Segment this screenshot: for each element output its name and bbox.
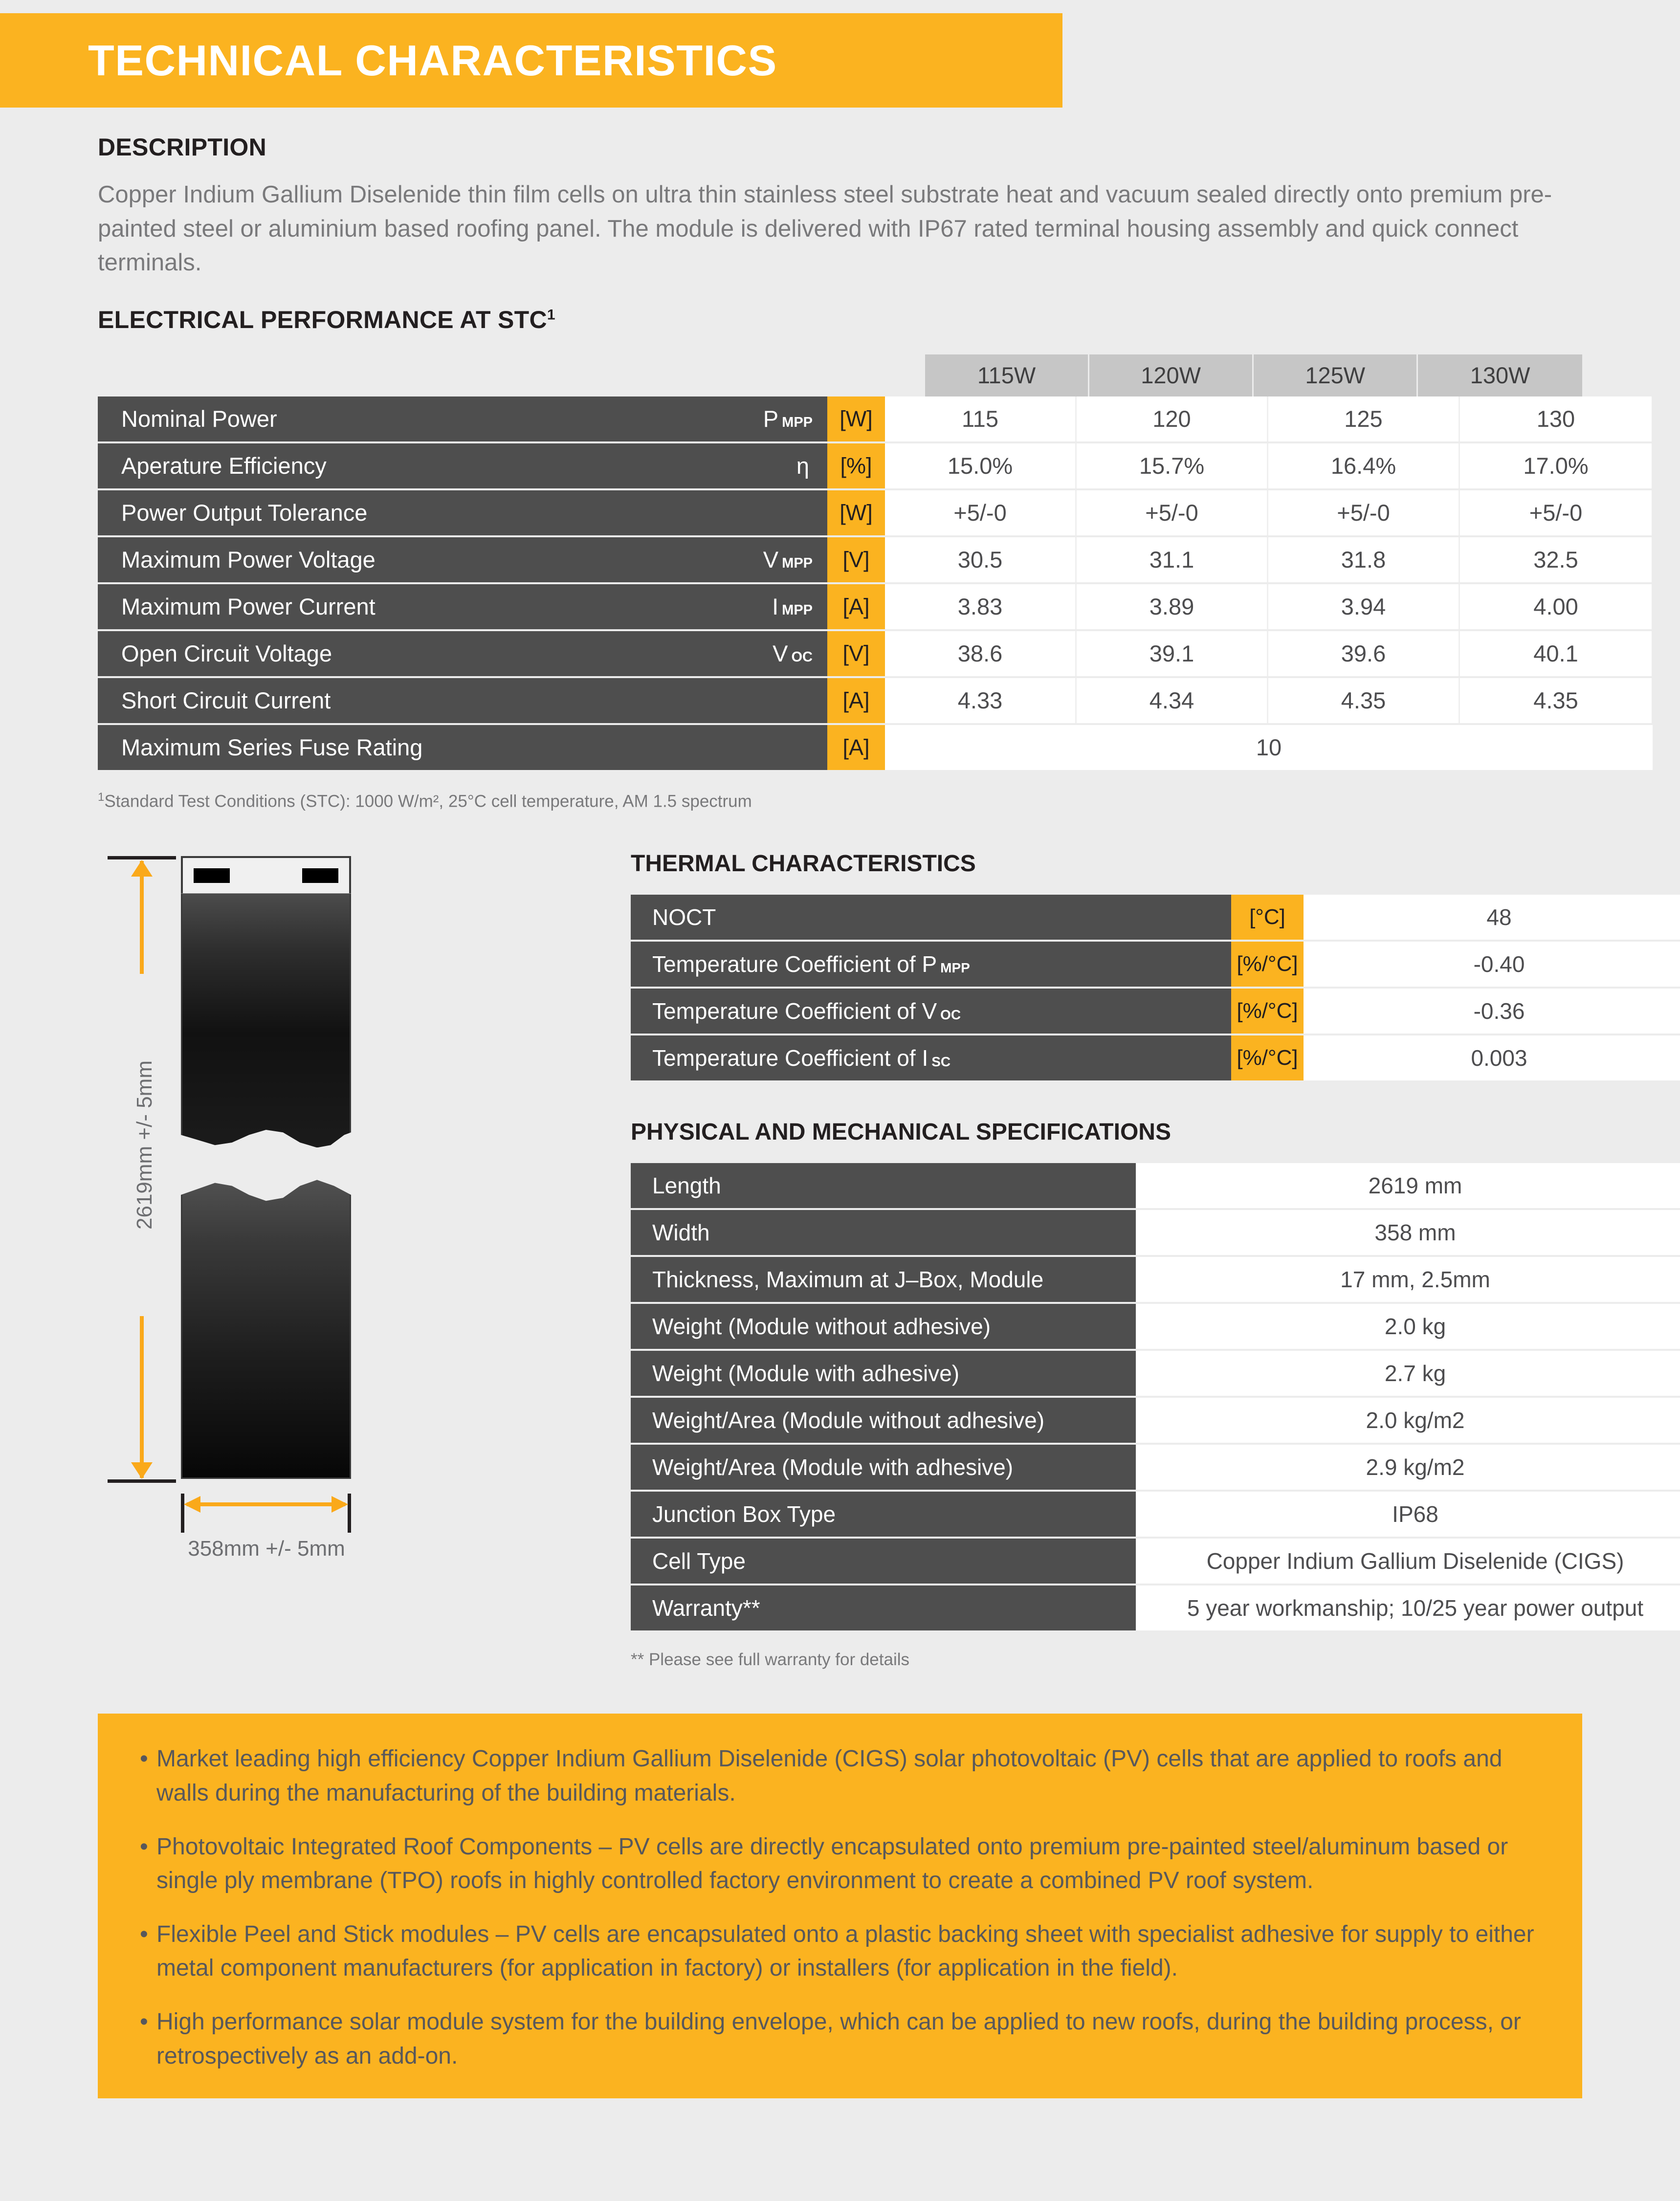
row-label-subscript: SC — [931, 1054, 951, 1070]
row-label: Maximum Power Current — [98, 584, 689, 629]
cell-value: 32.5 — [1460, 537, 1652, 582]
cell-value: 38.6 — [885, 631, 1077, 676]
table-row — [98, 584, 1582, 629]
column-header-130w: 130W — [1418, 354, 1582, 396]
solar-module-illustration — [181, 856, 351, 1479]
cell-value: 2619 mm — [1136, 1163, 1680, 1208]
list-item — [140, 1830, 1540, 1898]
list-item — [140, 2005, 1540, 2073]
footnote-marker: 1 — [98, 790, 105, 804]
row-label: Cell Type — [631, 1539, 1136, 1584]
module-surface-upper — [181, 893, 351, 1147]
table-row — [631, 1492, 1680, 1537]
row-label-text: Temperature Coefficient of P — [652, 951, 937, 977]
cell-value: +5/-0 — [1077, 490, 1268, 535]
electrical-heading-superscript: 1 — [547, 307, 555, 323]
row-label-subscript: OC — [940, 1007, 961, 1023]
cell-value: 5 year workmanship; 10/25 year power output — [1136, 1585, 1680, 1630]
row-label: Warranty** — [631, 1585, 1136, 1630]
cell-value: 17 mm, 2.5mm — [1136, 1257, 1680, 1302]
bullet-icon: • — [140, 2008, 148, 2035]
arrow-up-icon — [131, 860, 153, 877]
electrical-table — [98, 396, 1589, 770]
thermal-table — [631, 895, 1680, 1080]
row-symbol — [689, 443, 827, 488]
row-unit: [%] — [827, 443, 885, 488]
dimension-tick-right — [348, 1494, 351, 1533]
row-label: Aperature Efficiency — [98, 443, 689, 488]
cell-value: -0.40 — [1304, 942, 1680, 987]
symbol-base: P — [763, 406, 779, 432]
bullet-icon: • — [140, 1921, 148, 1947]
row-symbol — [689, 584, 827, 629]
electrical-heading-text: ELECTRICAL PERFORMANCE AT STC — [98, 306, 547, 333]
symbol-subscript: MPP — [782, 555, 813, 572]
cell-value: 3.83 — [885, 584, 1077, 629]
symbol-base: η — [796, 453, 809, 479]
cell-value: 40.1 — [1460, 631, 1652, 676]
row-label-text: NOCT — [652, 904, 716, 930]
list-item — [140, 1742, 1540, 1810]
row-label: Weight/Area (Module with adhesive) — [631, 1445, 1136, 1490]
list-item-text: Market leading high efficiency Copper Indium Gallium Diselenide (CIGS) solar photovoltaic (PV) cells that are applied to roofs and walls during the manufacturing of the building materials. — [156, 1746, 1503, 1806]
row-label — [631, 989, 1231, 1034]
width-dimension — [181, 1494, 351, 1561]
row-symbol — [689, 678, 827, 723]
table-row — [631, 1304, 1680, 1349]
cell-value: IP68 — [1136, 1492, 1680, 1537]
middle-section — [98, 850, 1644, 1670]
arrow-left-icon — [184, 1496, 200, 1513]
cell-value: 30.5 — [885, 537, 1077, 582]
table-row — [98, 678, 1582, 723]
symbol-base: V — [763, 547, 779, 573]
row-label — [631, 895, 1231, 940]
row-symbol — [689, 537, 827, 582]
cell-value: 15.0% — [885, 443, 1077, 488]
row-unit: [W] — [827, 490, 885, 535]
cell-value: 130 — [1460, 396, 1652, 441]
cell-value: 31.8 — [1268, 537, 1460, 582]
symbol-subscript: MPP — [782, 602, 813, 618]
footnote-text: Standard Test Conditions (STC): 1000 W/m², 25°C cell temperature, AM 1.5 spectrum — [104, 792, 752, 811]
list-item-text: Photovoltaic Integrated Roof Components – PV cells are directly encapsulated onto premium pre-painted steel/aluminum based or single ply membrane (TPO) roofs in highly controlled factory environment to create a combined PV roof system. — [156, 1833, 1508, 1894]
list-item-text: High performance solar module system for the building envelope, which can be applied to new roofs, during the building process, or retrospectively as an add-on. — [156, 2008, 1521, 2069]
column-header-120w: 120W — [1089, 354, 1254, 396]
row-label: Maximum Series Fuse Rating — [98, 725, 689, 770]
row-unit: [A] — [827, 678, 885, 723]
cell-value: 4.34 — [1077, 678, 1268, 723]
length-dimension-label: 2619mm +/- 5mm — [130, 974, 160, 1316]
symbol-subscript: MPP — [782, 415, 813, 431]
cell-value: 3.94 — [1268, 584, 1460, 629]
cell-value: 15.7% — [1077, 443, 1268, 488]
table-row — [631, 1539, 1680, 1584]
cell-value: 120 — [1077, 396, 1268, 441]
right-tables-column — [504, 850, 1680, 1670]
cell-value: 125 — [1268, 396, 1460, 441]
row-label: Short Circuit Current — [98, 678, 689, 723]
cell-value: 2.9 kg/m2 — [1136, 1445, 1680, 1490]
cell-value: 4.35 — [1460, 678, 1652, 723]
thermal-heading: THERMAL CHARACTERISTICS — [631, 851, 976, 877]
bullet-icon: • — [140, 1746, 148, 1772]
page-banner — [0, 13, 1062, 108]
row-label-text: Temperature Coefficient of I — [652, 1045, 928, 1071]
row-label: Weight (Module with adhesive) — [631, 1351, 1136, 1396]
junction-box-icon — [194, 868, 230, 883]
electrical-footnote — [98, 791, 1582, 812]
row-label — [631, 942, 1231, 987]
table-row — [631, 1210, 1680, 1255]
row-label: Thickness, Maximum at J–Box, Module — [631, 1257, 1136, 1302]
dimension-tick-bottom — [108, 1479, 176, 1483]
length-dimension — [108, 856, 176, 1483]
junction-box-strip — [181, 856, 351, 893]
row-label: Weight/Area (Module without adhesive) — [631, 1398, 1136, 1443]
row-unit: [W] — [827, 396, 885, 441]
row-unit: [V] — [827, 537, 885, 582]
table-row — [98, 490, 1582, 535]
table-row — [631, 1445, 1680, 1490]
cell-value: 2.0 kg — [1136, 1304, 1680, 1349]
cell-value: 2.7 kg — [1136, 1351, 1680, 1396]
table-row — [631, 989, 1680, 1034]
electrical-heading — [98, 306, 1582, 334]
dimension-line-horizontal — [187, 1502, 345, 1506]
cell-value: 115 — [885, 396, 1077, 441]
cell-value-merged: 10 — [885, 725, 1653, 770]
list-item-text: Flexible Peel and Stick modules – PV cells are encapsulated onto a plastic backing sheet with specialist adhesive for supply to either metal component manufacturers (for application in factory) or installers (for application in the field). — [156, 1921, 1534, 1981]
cell-value: 4.33 — [885, 678, 1077, 723]
row-symbol — [689, 396, 827, 441]
row-symbol — [689, 631, 827, 676]
arrow-right-icon — [332, 1496, 348, 1513]
module-diagram — [98, 850, 504, 1561]
mechanical-section — [631, 1119, 1680, 1670]
mechanical-table — [631, 1163, 1680, 1630]
description-body: Copper Indium Gallium Diselenide thin film cells on ultra thin stainless steel substrate heat and vacuum sealed directly onto premium pre-painted steel or aluminium based roofing panel. The module is delivered with IP67 rated terminal housing assembly and quick connect terminals. — [98, 181, 1552, 276]
cell-value: 358 mm — [1136, 1210, 1680, 1255]
cell-value: 3.89 — [1077, 584, 1268, 629]
dimension-tick-top — [108, 856, 176, 859]
row-symbol — [689, 725, 827, 770]
row-unit: [V] — [827, 631, 885, 676]
table-row — [631, 1035, 1680, 1080]
description-heading: DESCRIPTION — [98, 133, 266, 161]
row-label — [631, 1035, 1231, 1080]
cell-value: 16.4% — [1268, 443, 1460, 488]
row-unit: [%/°C] — [1231, 1035, 1304, 1080]
cell-value: 17.0% — [1460, 443, 1652, 488]
cell-value: 39.6 — [1268, 631, 1460, 676]
table-row — [631, 942, 1680, 987]
cell-value: 4.00 — [1460, 584, 1652, 629]
row-symbol — [689, 490, 827, 535]
cell-value: +5/-0 — [885, 490, 1077, 535]
symbol-base: I — [772, 594, 779, 620]
table-row-fuse — [98, 725, 1582, 770]
table-row — [98, 443, 1589, 488]
cell-value: 39.1 — [1077, 631, 1268, 676]
symbol-base: V — [773, 640, 788, 667]
row-label: Width — [631, 1210, 1136, 1255]
row-unit: [°C] — [1231, 895, 1304, 940]
bullet-icon: • — [140, 1833, 148, 1860]
list-item — [140, 1917, 1540, 1985]
column-header-125w: 125W — [1254, 354, 1418, 396]
row-unit: [A] — [827, 584, 885, 629]
table-row — [98, 396, 1582, 441]
cell-value: 48 — [1304, 895, 1680, 940]
cell-value: +5/-0 — [1460, 490, 1652, 535]
electrical-table-header — [925, 354, 1582, 396]
row-label: Junction Box Type — [631, 1492, 1136, 1537]
feature-bullets-panel — [98, 1714, 1582, 2098]
arrow-down-icon — [131, 1462, 153, 1479]
row-label: Weight (Module without adhesive) — [631, 1304, 1136, 1349]
mechanical-heading: PHYSICAL AND MECHANICAL SPECIFICATIONS — [631, 1119, 1171, 1145]
row-label-text: Temperature Coefficient of V — [652, 998, 937, 1024]
cell-value: 4.35 — [1268, 678, 1460, 723]
row-unit: [%/°C] — [1231, 989, 1304, 1034]
cell-value: Copper Indium Gallium Diselenide (CIGS) — [1136, 1539, 1680, 1584]
cell-value: +5/-0 — [1268, 490, 1460, 535]
table-row — [98, 631, 1582, 676]
table-row — [631, 1163, 1680, 1208]
row-label: Maximum Power Voltage — [98, 537, 689, 582]
cell-value: 0.003 — [1304, 1035, 1680, 1080]
row-unit: [A] — [827, 725, 885, 770]
symbol-subscript: OC — [791, 649, 813, 665]
warranty-footnote: ** Please see full warranty for details — [631, 1650, 909, 1670]
cell-value: -0.36 — [1304, 989, 1680, 1034]
row-label: Power Output Tolerance — [98, 490, 689, 535]
module-surface-lower — [181, 1180, 351, 1479]
table-row — [631, 895, 1680, 940]
cell-value: 31.1 — [1077, 537, 1268, 582]
table-row — [631, 1398, 1680, 1443]
junction-box-icon — [302, 868, 338, 883]
column-header-115w: 115W — [925, 354, 1089, 396]
table-row — [631, 1585, 1680, 1630]
row-unit: [%/°C] — [1231, 942, 1304, 987]
page-title: TECHNICAL CHARACTERISTICS — [88, 36, 777, 85]
table-row — [631, 1351, 1680, 1396]
row-label: Nominal Power — [98, 396, 689, 441]
cell-value: 2.0 kg/m2 — [1136, 1398, 1680, 1443]
row-label: Length — [631, 1163, 1136, 1208]
width-dimension-label: 358mm +/- 5mm — [188, 1537, 345, 1561]
table-row — [98, 537, 1582, 582]
row-label-subscript: MPP — [940, 960, 970, 976]
content-area — [0, 133, 1680, 1670]
table-row — [631, 1257, 1680, 1302]
row-label: Open Circuit Voltage — [98, 631, 689, 676]
